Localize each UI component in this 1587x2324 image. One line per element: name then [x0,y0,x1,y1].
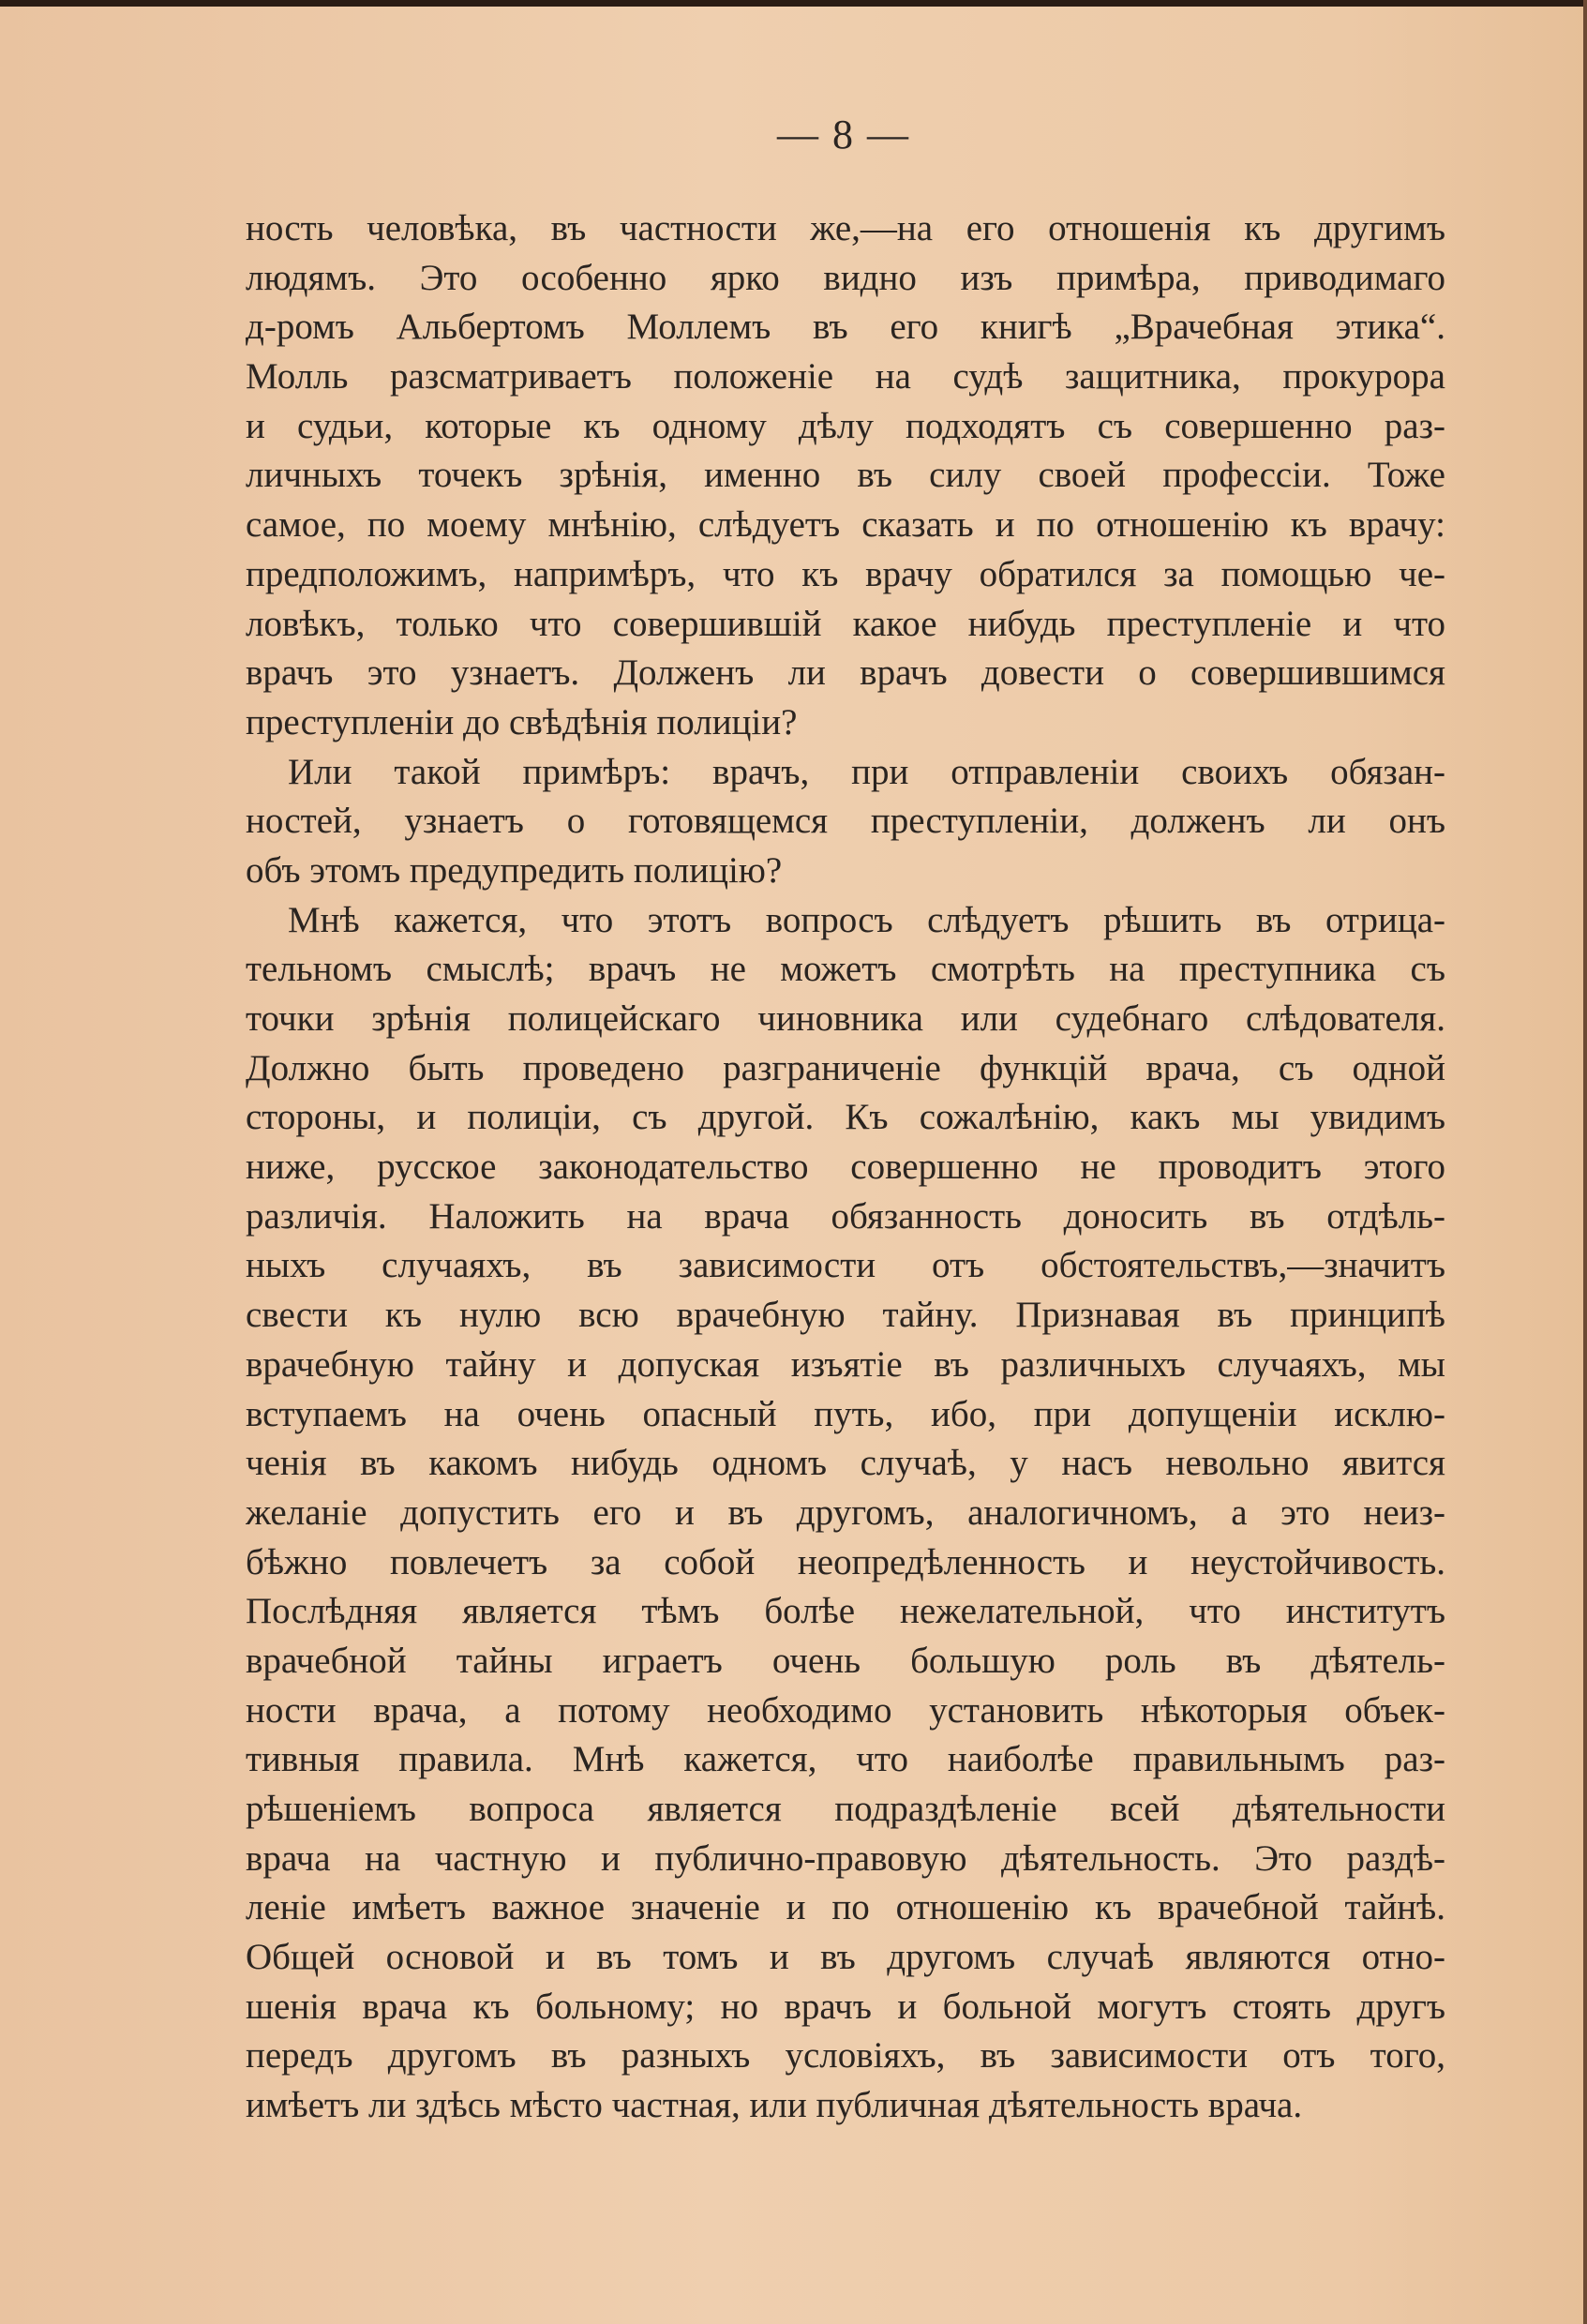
text-line: д-ромъ Альбертомъ Моллемъ въ его книгѣ „Врачебная этика“. [246,307,1445,348]
text-line: точки зрѣнія полицейскаго чиновника или судебнаго слѣдователя. [246,998,1445,1039]
text-line: стороны, и полиціи, съ другой. Къ сожалѣнію, какъ мы увидимъ [246,1097,1445,1138]
page-number: — 8 — [777,112,910,157]
text-line: объ этомъ предупредить полицію? [246,849,783,891]
text-line: Общей основой и въ томъ и въ другомъ случаѣ являются отно- [246,1937,1445,1978]
text-line: предположимъ, напримѣръ, что къ врачу обратился за помощью че- [246,553,1445,594]
text-line: ловѣкъ, только что совершившій какое нибудь преступленіе и что [246,603,1445,644]
text-line: Должно быть проведено разграниченіе функцій врача, съ одной [246,1047,1445,1088]
text-line: людямъ. Это особенно ярко видно изъ примѣра, приводимаго [246,257,1445,298]
text-line: леніе имѣетъ важное значеніе и по отношенію къ врачебной тайнѣ. [246,1887,1445,1928]
text-line: имѣетъ ли здѣсь мѣсто частная, или публичная дѣятельность врача. [246,2085,1303,2126]
text-line: Послѣдняя является тѣмъ болѣе нежелательной, что институтъ [246,1591,1445,1632]
text-line: Мнѣ кажется, что этотъ вопросъ слѣдуетъ рѣшить въ отрица- [288,899,1445,940]
text-line: тельномъ смыслѣ; врачъ не можетъ смотрѣть на преступника съ [246,949,1445,990]
text-line: вступаемъ на очень опасный путь, ибо, при допущеніи исклю- [246,1393,1445,1434]
text-line: самое, по моему мнѣнію, слѣдуетъ сказать и по отношенію къ врачу: [246,504,1445,546]
text-line: рѣшеніемъ вопроса является подраздѣленіе всей дѣятельности [246,1789,1445,1829]
text-line: врачебной тайны играетъ очень большую роль въ дѣятель- [246,1640,1445,1681]
text-line: бѣжно повлечетъ за собой неопредѣленность и неустойчивость. [246,1541,1445,1582]
text-line: врачъ это узнаетъ. Долженъ ли врачъ довести о совершившимся [246,652,1445,694]
text-line: ченія въ какомъ нибудь одномъ случаѣ, у насъ невольно явится [246,1443,1445,1484]
text-line: ныхъ случаяхъ, въ зависимости отъ обстоятельствъ,—значитъ [246,1245,1445,1286]
text-line: врачебную тайну и допуская изъятіе въ различныхъ случаяхъ, мы [246,1343,1445,1385]
page-top-edge [0,0,1587,7]
text-line: Молль разсматриваетъ положеніе на судѣ защитника, прокурора [246,356,1445,397]
text-line: ность человѣка, въ частности же,—на его отношенія къ другимъ [246,208,1445,248]
text-line: преступленіи до свѣдѣнія полиціи? [246,701,798,742]
text-line: передъ другомъ въ разныхъ условіяхъ, въ зависимости отъ того, [246,2035,1445,2077]
text-line: свести къ нулю всю врачебную тайну. Признавая въ принципѣ [246,1295,1445,1336]
text-line: различія. Наложить на врача обязанность доносить въ отдѣль- [246,1195,1445,1237]
text-line: Или такой примѣръ: врачъ, при отправленіи своихъ обязан- [288,751,1445,792]
text-line: ности врача, а потому необходимо установить нѣкоторыя объек- [246,1689,1445,1731]
text-line: врача на частную и публично-правовую дѣятельность. Это раздѣ- [246,1837,1445,1879]
text-line: и судьи, которые къ одному дѣлу подходятъ съ совершенно раз- [246,405,1445,446]
text-line: ностей, узнаетъ о готовящемся преступленіи, долженъ ли онъ [246,801,1445,842]
page-right-edge [1583,0,1587,2324]
text-line: шенія врача къ больному; но врачъ и больной могутъ стоять другъ [246,1986,1445,2027]
text-line: тивныя правила. Мнѣ кажется, что наиболѣе правильнымъ раз- [246,1739,1445,1780]
text-line: ниже, русское законодательство совершенно не проводитъ этого [246,1147,1445,1188]
text-line: желаніе допустить его и въ другомъ, аналогичномъ, а это неиз- [246,1492,1445,1533]
body-text [246,204,1445,2131]
text-line: личныхъ точекъ зрѣнія, именно въ силу своей профессіи. Тоже [246,455,1445,496]
